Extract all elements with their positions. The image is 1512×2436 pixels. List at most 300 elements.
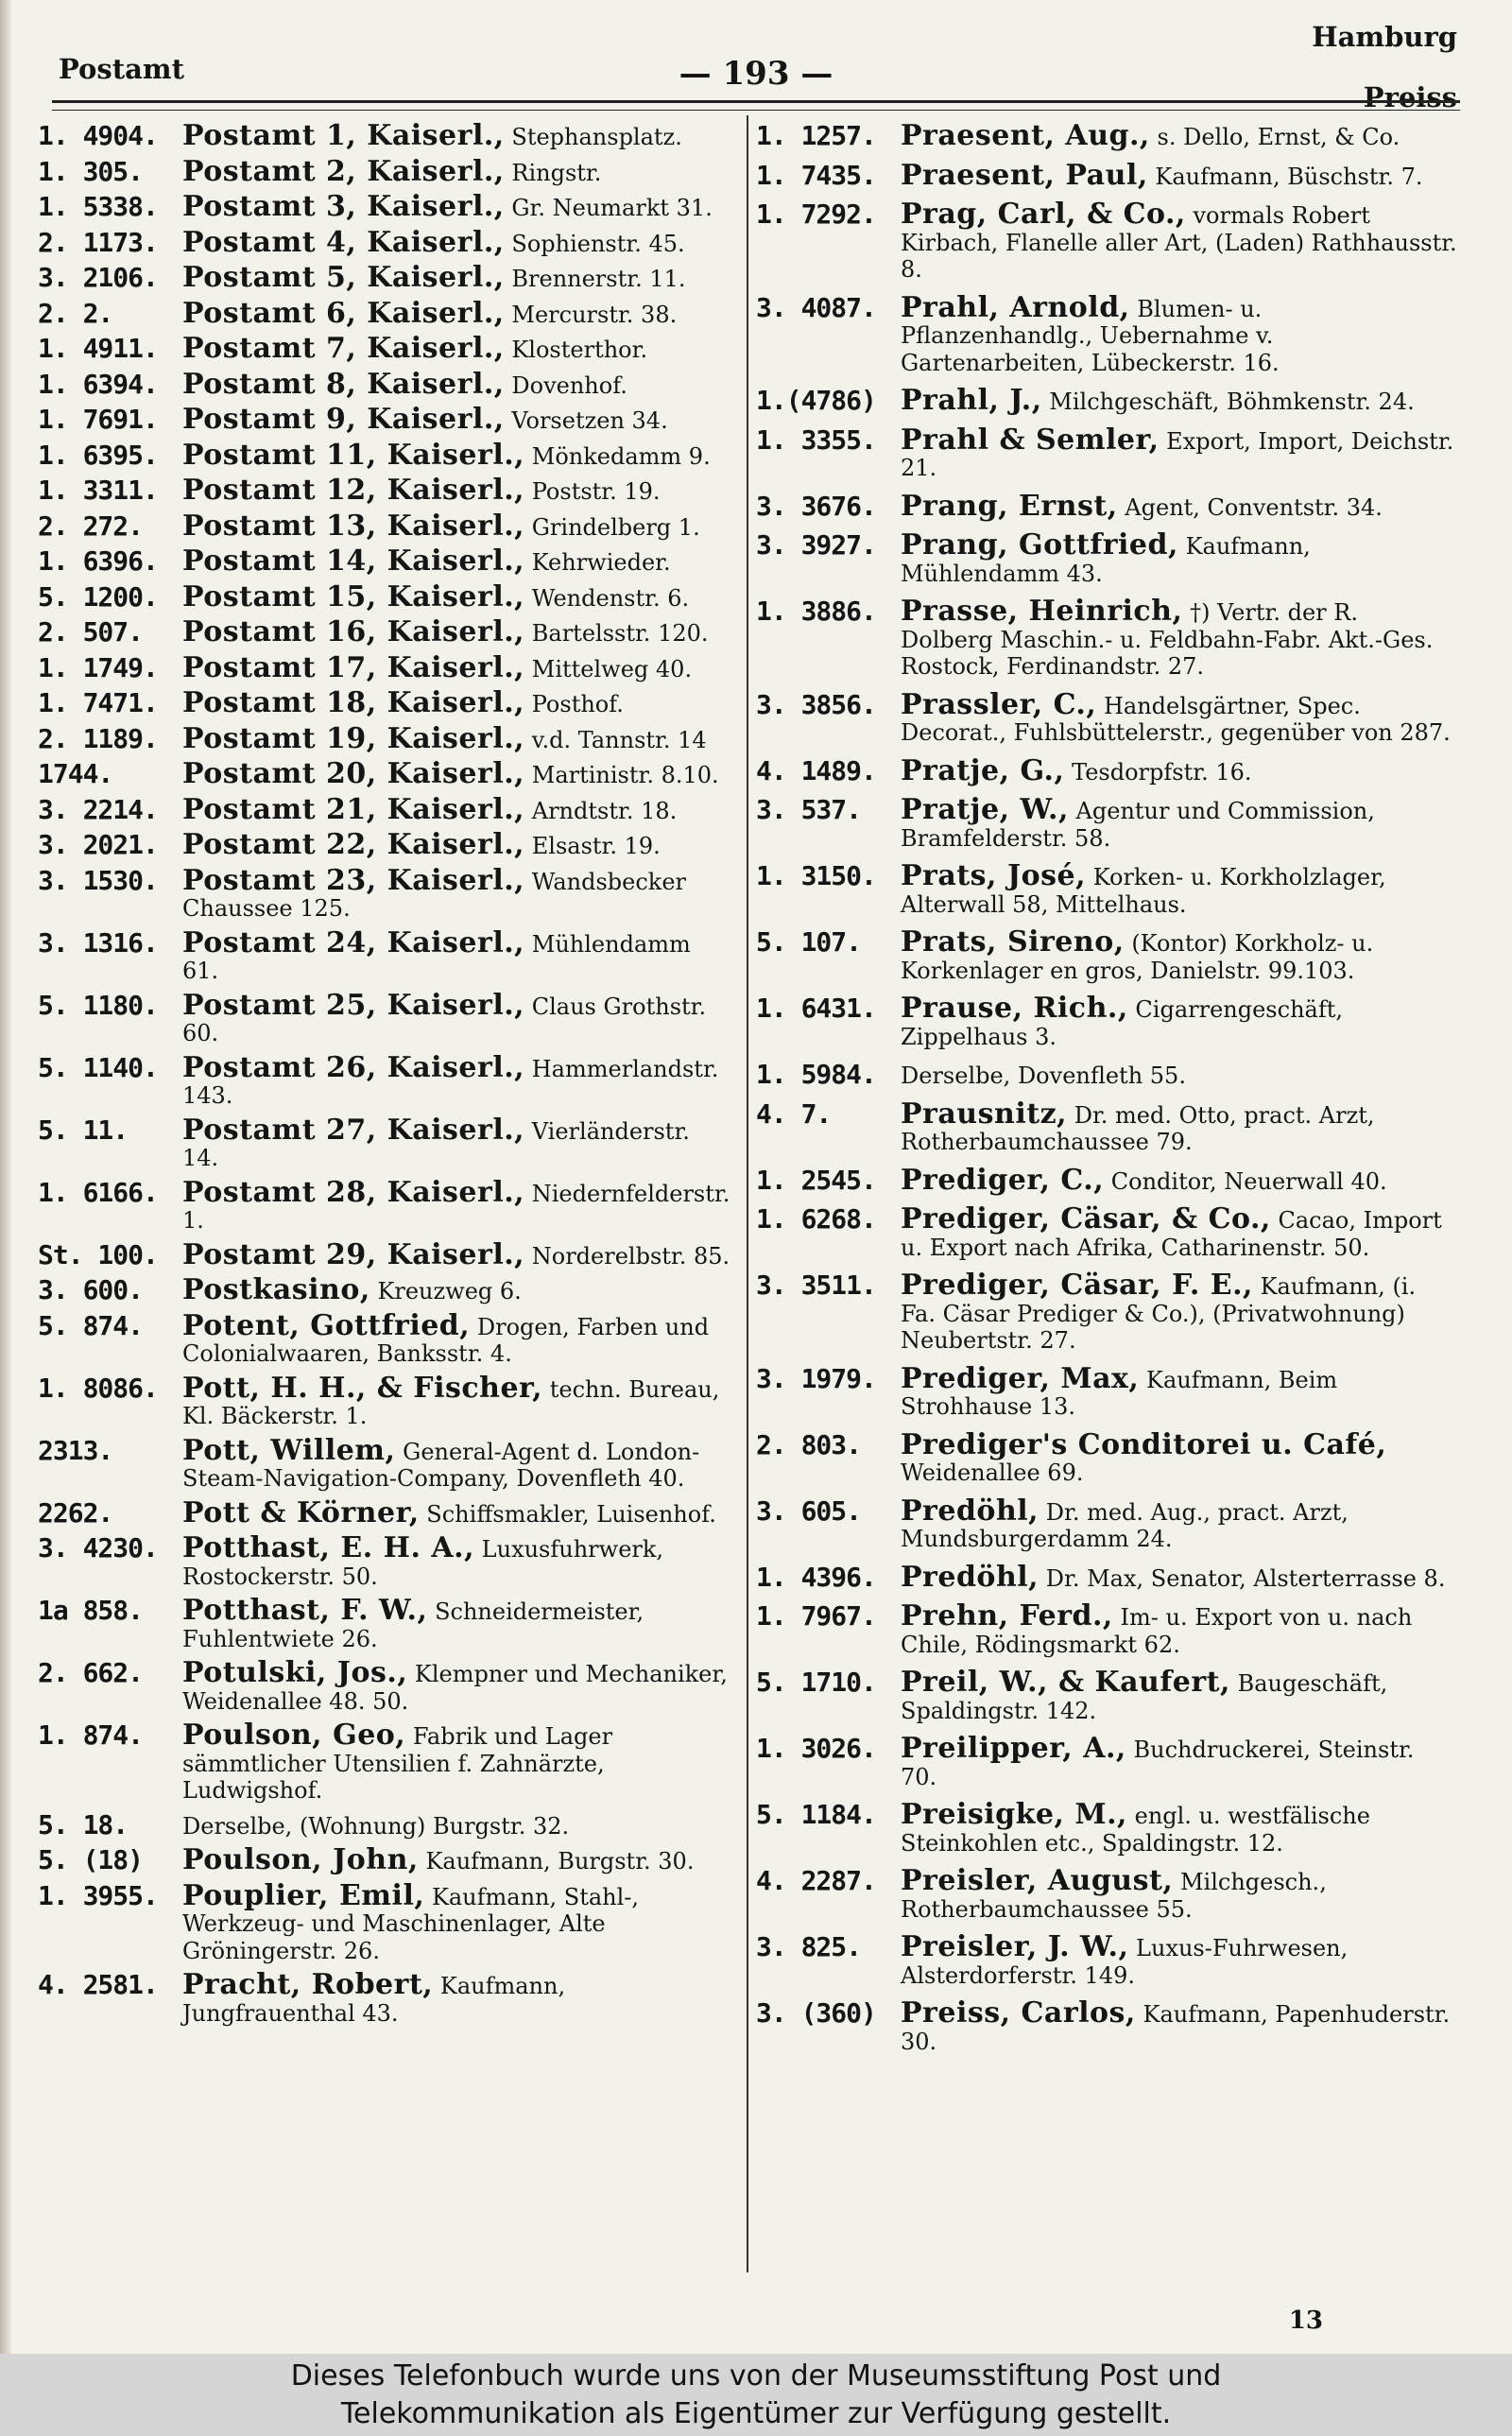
directory-entry — [756, 1059, 1457, 1090]
phone-number: 3. 3676. — [756, 490, 876, 522]
directory-entry — [756, 1996, 1457, 2055]
phone-number: 1. 1749. — [38, 651, 158, 683]
column-divider — [747, 115, 748, 2272]
directory-entry — [756, 1599, 1457, 1658]
subscriber-detail: Klosterthor. — [511, 337, 648, 363]
directory-entry — [756, 528, 1457, 587]
phone-number: 3. 537. — [756, 794, 862, 825]
subscriber-name: Potent, Gottfried, — [182, 1308, 471, 1342]
subscriber-detail: Blumen- u. Pflanzenhandlg., Uebernahme v. Gartenarbeiten, Lübeckerstr. 16. — [901, 295, 1280, 376]
directory-entry — [38, 1656, 732, 1715]
subscriber-name: Postamt 17, Kaiserl., — [182, 650, 525, 684]
subscriber-name: Pracht, Robert, — [182, 1968, 434, 2001]
phone-number: 2. 803. — [756, 1428, 862, 1460]
phone-number: 2. 507. — [38, 616, 144, 648]
directory-entry — [756, 1864, 1457, 1923]
page-edge — [0, 0, 11, 2354]
directory-entry — [38, 1273, 732, 1306]
subscriber-name: Prause, Rich., — [901, 992, 1128, 1025]
directory-entry — [756, 595, 1457, 681]
header-rule-thick — [52, 100, 1460, 103]
subscriber-name: Prats, José, — [901, 859, 1087, 892]
subscriber-detail: Martinistr. 8.10. — [531, 762, 719, 788]
subscriber-name: Prehn, Ferd., — [901, 1599, 1113, 1633]
phone-number: 1.(4786) — [756, 385, 876, 416]
directory-entry — [756, 859, 1457, 918]
subscriber-detail: techn. Bureau, Kl. Bäckerstr. 1. — [182, 1375, 720, 1429]
directory-entry — [38, 757, 732, 790]
phone-number: 1. 3150. — [756, 860, 876, 891]
directory-entry — [38, 925, 732, 985]
directory-entry — [38, 1433, 732, 1493]
subscriber-name: Preilipper, A., — [901, 1732, 1126, 1765]
phone-number: 1744. — [38, 758, 113, 789]
phone-number: 5. 1180. — [38, 989, 158, 1021]
directory-entry — [756, 1930, 1457, 1989]
phone-number: 1. 3026. — [756, 1733, 876, 1764]
subscriber-detail: Dr. Max, Senator, Alsterterrasse 8. — [1045, 1564, 1446, 1592]
subscriber-detail: Poststr. 19. — [531, 478, 661, 505]
phone-number: 1. 7435. — [756, 159, 876, 191]
phone-number: 1. 4904. — [38, 120, 158, 151]
subscriber-detail: Derselbe, Dovenfleth 55. — [901, 1063, 1186, 1089]
subscriber-detail: Kaufmann, Jungfrauenthal 43. — [182, 1973, 566, 2027]
directory-entry — [756, 384, 1457, 417]
subscriber-detail: Luxus-Fuhrwesen, Alsterdorferstr. 149. — [901, 1935, 1349, 1989]
directory-entry — [38, 367, 732, 401]
signature-mark: 13 — [1288, 2306, 1323, 2335]
directory-entry — [38, 1495, 732, 1529]
subscriber-name: Prassler, C., — [901, 687, 1097, 721]
phone-number: 3. 600. — [38, 1274, 144, 1305]
subscriber-detail: Weidenallee 69. — [901, 1460, 1084, 1486]
subscriber-name: Prang, Ernst, — [901, 489, 1118, 523]
directory-entry — [38, 1308, 732, 1368]
subscriber-name: Postamt 16, Kaiserl., — [182, 615, 525, 648]
directory-entry — [38, 1968, 732, 2027]
directory-entry — [38, 863, 732, 923]
subscriber-name: Predöhl, — [901, 1494, 1040, 1528]
subscriber-name: Prasse, Heinrich, — [901, 595, 1183, 628]
subscriber-detail: Arndtstr. 18. — [531, 797, 678, 824]
phone-number: 5. 11. — [38, 1114, 129, 1146]
subscriber-detail: Im- u. Export von u. nach Chile, Rödingsmarkt 62. — [901, 1604, 1413, 1658]
directory-entry — [756, 793, 1457, 852]
subscriber-detail: Kaufmann, Beim Strohhause 13. — [901, 1366, 1338, 1420]
subscriber-detail: Norderelbstr. 85. — [531, 1242, 730, 1270]
directory-entry — [756, 992, 1457, 1050]
subscriber-name: Postamt 23, Kaiserl., — [182, 863, 525, 897]
subscriber-detail: Kaufmann, Mühlendamm 43. — [901, 533, 1311, 587]
subscriber-detail: engl. u. westfälische Steinkohlen etc., Spaldingstr. 12. — [901, 1803, 1370, 1857]
subscriber-name: Prats, Sireno, — [901, 925, 1125, 959]
directory-entry — [38, 332, 732, 365]
directory-entry — [756, 1732, 1457, 1790]
subscriber-name: Prediger, Max, — [901, 1361, 1140, 1395]
phone-number: 2. 272. — [38, 510, 144, 542]
phone-number: 1. 6396. — [38, 545, 158, 577]
phone-number: 2262. — [38, 1496, 113, 1529]
subscriber-detail: Export, Import, Deichstr. 21. — [901, 427, 1454, 481]
directory-entry — [38, 403, 732, 436]
subscriber-detail: Ringstr. — [511, 159, 602, 186]
subscriber-name: Postamt 18, Kaiserl., — [182, 686, 525, 719]
subscriber-detail: (Kontor) Korkholz- u. Korkenlager en gros, Danielstr. 99.103. — [901, 930, 1374, 984]
phone-number: 4. 2287. — [756, 1865, 876, 1896]
phone-number: 4. 1489. — [756, 754, 876, 786]
directory-entry — [38, 1878, 732, 1965]
header-city: Hamburg — [1312, 21, 1457, 53]
subscriber-detail: Vorsetzen 34. — [511, 407, 668, 434]
directory-entry — [38, 509, 732, 543]
directory-entry — [756, 1269, 1457, 1355]
subscriber-name: Pratje, G., — [901, 753, 1065, 787]
subscriber-detail: Kaufmann, Papenhuderstr. 30. — [901, 2001, 1451, 2055]
phone-number: 1. 6166. — [38, 1176, 158, 1208]
directory-entry — [756, 687, 1457, 747]
subscriber-detail: Mittelweg 40. — [531, 655, 693, 682]
phone-number: 2. 2. — [38, 297, 113, 329]
subscriber-detail: Derselbe, (Wohnung) Burgstr. 32. — [182, 1812, 570, 1840]
subscriber-detail: Cigarrengeschäft, Zippelhaus 3. — [901, 996, 1343, 1050]
footer-line-1: Dieses Telefonbuch wurde uns von der Museumsstiftung Post und — [290, 2359, 1222, 2393]
directory-entry — [38, 296, 732, 330]
subscriber-name: Prediger, C., — [901, 1163, 1105, 1197]
subscriber-detail: s. Dello, Ernst, & Co. — [1157, 124, 1400, 150]
page-number: — 193 — — [679, 55, 833, 93]
directory-entry — [756, 1361, 1457, 1421]
phone-number: 1. 7691. — [38, 404, 158, 435]
phone-number: 3. 1530. — [38, 864, 158, 896]
subscriber-name: Prediger, Cäsar, & Co., — [901, 1202, 1271, 1235]
subscriber-name: Pott & Körner, — [182, 1495, 420, 1529]
directory-entry — [756, 1798, 1457, 1857]
subscriber-name: Poulson, Geo, — [182, 1719, 406, 1752]
subscriber-name: Postamt 14, Kaiserl., — [182, 544, 525, 578]
phone-number: 5. 1200. — [38, 580, 158, 613]
subscriber-detail: Brennerstr. 11. — [511, 266, 686, 292]
header-section-right: Preiss — [1363, 81, 1457, 113]
phone-number: 3. 3511. — [756, 1270, 876, 1301]
subscriber-name: Postamt 28, Kaiserl., — [182, 1175, 525, 1209]
phone-number: 1. 4911. — [38, 333, 158, 364]
directory-entry — [756, 925, 1457, 984]
phone-number: 1. 7471. — [38, 687, 158, 718]
subscriber-name: Postkasino, — [182, 1273, 370, 1306]
phone-number: 1a 858. — [38, 1595, 144, 1626]
subscriber-name: Postamt 26, Kaiserl., — [182, 1050, 525, 1084]
subscriber-detail: Agent, Conventstr. 34. — [1125, 493, 1383, 521]
phone-number: 1. 3886. — [756, 596, 876, 627]
header-section-left: Postamt — [59, 53, 184, 85]
phone-number: 1. 6268. — [756, 1203, 876, 1235]
subscriber-detail: General-Agent d. London-Steam-Navigation-Company, Dovenfleth 40. — [182, 1438, 700, 1492]
directory-entry — [38, 615, 732, 648]
subscriber-detail: Agentur und Commission, Bramfelderstr. 58. — [901, 798, 1375, 852]
phone-number: 2313. — [38, 1434, 113, 1466]
directory-entry — [756, 198, 1457, 284]
directory-entry — [38, 544, 732, 578]
directory-entry — [38, 686, 732, 719]
subscriber-name: Preisler, August, — [901, 1864, 1174, 1897]
right-column — [756, 119, 1457, 2066]
directory-entry — [38, 828, 732, 861]
directory-entry — [38, 1594, 732, 1652]
subscriber-detail: Claus Grothstr. 60. — [182, 993, 707, 1046]
directory-entry — [38, 1175, 732, 1235]
directory-entry — [756, 158, 1457, 192]
phone-number: 4. 7. — [756, 1097, 832, 1130]
directory-entry — [756, 753, 1457, 787]
subscriber-detail: †) Vertr. der R. Dolberg Maschin.- u. Feldbahn-Fabr. Akt.-Ges. Rostock, Ferdinandstr. 27. — [901, 599, 1434, 680]
phone-number: 3. 3856. — [756, 688, 876, 720]
subscriber-name: Preiss, Carlos, — [901, 1996, 1136, 2030]
phone-number: 3. 1979. — [756, 1362, 876, 1394]
phone-number: 5. 1184. — [756, 1799, 876, 1830]
phone-number: 1. 874. — [38, 1719, 144, 1751]
subscriber-detail: Tesdorpfstr. 16. — [1072, 758, 1252, 786]
phone-number: 1. 2545. — [756, 1164, 876, 1196]
subscriber-name: Pouplier, Emil, — [182, 1878, 425, 1912]
subscriber-detail: Korken- u. Korkholzlager, Alterwall 58, Mittelhaus. — [901, 864, 1386, 918]
subscriber-detail: Kaufmann, Büschstr. 7. — [1155, 163, 1423, 190]
phone-number: 5. 874. — [38, 1309, 144, 1341]
left-column — [38, 119, 732, 2034]
subscriber-detail: Buchdruckerei, Steinstr. 70. — [901, 1736, 1415, 1790]
directory-entry — [756, 1202, 1457, 1261]
phone-number: 1. 7967. — [756, 1600, 876, 1632]
subscriber-detail: Niedernfelderstr. 1. — [182, 1180, 730, 1234]
subscriber-name: Preisler, J. W., — [901, 1930, 1129, 1963]
directory-entry — [38, 1237, 732, 1271]
subscriber-name: Predöhl, — [901, 1560, 1040, 1594]
directory-entry — [38, 792, 732, 826]
phone-number: 3. 2106. — [38, 262, 158, 293]
directory-entry — [756, 423, 1457, 482]
subscriber-detail: Dovenhof. — [511, 371, 627, 399]
subscriber-detail: Kaufmann, Burgstr. 30. — [425, 1848, 695, 1875]
subscriber-name: Prag, Carl, & Co., — [901, 198, 1186, 231]
phone-number: 5. 1140. — [38, 1051, 158, 1083]
subscriber-detail: Kehrwieder. — [531, 549, 671, 576]
subscriber-detail: Kaufmann, Stahl-, Werkzeug- und Maschinenlager, Alte Gröningerstr. 26. — [182, 1883, 640, 1964]
subscriber-name: Postamt 6, Kaiserl., — [182, 296, 505, 330]
phone-number: 3. 4230. — [38, 1532, 158, 1564]
subscriber-name: Pott, H. H., & Fischer, — [182, 1371, 543, 1405]
subscriber-name: Potthast, E. H. A., — [182, 1531, 475, 1564]
subscriber-name: Postamt 4, Kaiserl., — [182, 225, 505, 259]
subscriber-name: Prausnitz, — [901, 1097, 1068, 1131]
directory-entry — [756, 489, 1457, 523]
phone-number: 1. 3355. — [756, 423, 876, 456]
phone-number: 3. (360) — [756, 1997, 876, 2029]
phone-number: 3. 605. — [756, 1494, 862, 1527]
subscriber-name: Prahl, Arnold, — [901, 290, 1130, 324]
directory-entry — [38, 190, 732, 223]
subscriber-detail: Grindelberg 1. — [531, 513, 700, 541]
subscriber-detail: Schneidermeister, Fuhlentwiete 26. — [182, 1598, 644, 1652]
subscriber-name: Pratje, W., — [901, 793, 1069, 826]
phone-number: 1. 6431. — [756, 993, 876, 1024]
subscriber-name: Potulski, Jos., — [182, 1656, 408, 1689]
directory-entry — [38, 988, 732, 1047]
subscriber-name: Preil, W., & Kaufert, — [901, 1666, 1230, 1699]
directory-entry — [756, 1097, 1457, 1156]
subscriber-detail: Luxusfuhrwerk, Rostockerstr. 50. — [182, 1536, 664, 1590]
phone-number: 5. (18) — [38, 1844, 144, 1875]
phone-number: 3. 3927. — [756, 529, 876, 561]
phone-number: 1. 7292. — [756, 199, 876, 230]
subscriber-name: Pott, Willem, — [182, 1433, 396, 1467]
phone-number: 3. 1316. — [38, 926, 158, 959]
directory-entry — [38, 1113, 732, 1172]
phone-number: 1. 5338. — [38, 191, 158, 222]
subscriber-detail: Milchgeschäft, Böhmkenstr. 24. — [1049, 389, 1415, 415]
phone-number: 1. 3311. — [38, 475, 158, 506]
subscriber-detail: v.d. Tannstr. 14 — [531, 726, 707, 753]
directory-entry — [38, 154, 732, 188]
subscriber-name: Prediger's Conditorei u. Café, — [901, 1427, 1387, 1461]
subscriber-detail: Conditor, Neuerwall 40. — [1110, 1167, 1387, 1195]
subscriber-detail: Elsastr. 19. — [531, 833, 661, 859]
phone-number: 1. 6394. — [38, 368, 158, 400]
phone-number: 1. 5984. — [756, 1059, 876, 1090]
subscriber-detail: Cacao, Import u. Export nach Afrika, Catharinenstr. 50. — [901, 1207, 1442, 1261]
directory-entry — [38, 438, 732, 472]
subscriber-name: Postamt 20, Kaiserl., — [182, 757, 525, 790]
directory-entry — [38, 721, 732, 755]
subscriber-name: Postamt 5, Kaiserl., — [182, 261, 505, 294]
directory-entry — [38, 1531, 732, 1590]
directory-entry — [38, 650, 732, 684]
subscriber-detail: Milchgesch., Rotherbaumchaussee 55. — [901, 1869, 1327, 1923]
phone-number: 2. 662. — [38, 1657, 144, 1688]
phone-number: 3. 2214. — [38, 793, 158, 825]
subscriber-detail: Wandsbecker Chaussee 125. — [182, 868, 687, 922]
subscriber-detail: Schiffsmakler, Luisenhof. — [426, 1500, 716, 1528]
directory-entry — [38, 1719, 732, 1805]
phone-number: 1. 4396. — [756, 1561, 876, 1593]
directory-entry — [756, 1666, 1457, 1724]
subscriber-detail: Dr. med. Otto, pract. Arzt, Rotherbaumchaussee 79. — [901, 1101, 1375, 1155]
directory-entry — [756, 1427, 1457, 1487]
subscriber-name: Postamt 9, Kaiserl., — [182, 403, 505, 436]
phone-number: 1. 8086. — [38, 1372, 158, 1404]
directory-entry — [38, 225, 732, 259]
directory-entry — [38, 579, 732, 613]
subscriber-detail: Fabrik und Lager sämmtlicher Utensilien f. Zahnärzte, Ludwigshof. — [182, 1723, 613, 1804]
header-rule-thin — [52, 110, 1460, 111]
phone-number: 3. 825. — [756, 1931, 862, 1962]
subscriber-detail: Gr. Neumarkt 31. — [511, 195, 713, 221]
subscriber-detail: Dr. med. Aug., pract. Arzt, Mundsburgerdamm 24. — [901, 1498, 1349, 1552]
subscriber-name: Potthast, F. W., — [182, 1594, 428, 1627]
subscriber-name: Postamt 21, Kaiserl., — [182, 792, 525, 826]
directory-entry — [38, 1843, 732, 1876]
subscriber-name: Postamt 2, Kaiserl., — [182, 154, 505, 188]
directory-entry — [756, 1560, 1457, 1594]
phone-number: 5. 18. — [38, 1808, 129, 1840]
phone-number: 5. 107. — [756, 926, 862, 958]
phone-number: 1. 3955. — [38, 1879, 158, 1911]
subscriber-name: Poulson, John, — [182, 1843, 419, 1876]
phone-number: 1. 305. — [38, 155, 144, 187]
phone-number: St. 100. — [38, 1238, 158, 1270]
directory-entry — [756, 290, 1457, 377]
phone-number: 1. 1257. — [756, 120, 876, 151]
subscriber-detail: Sophienstr. 45. — [511, 230, 685, 257]
subscriber-detail: Handelsgärtner, Spec. Decorat., Fuhlsbüttelerstr., gegenüber von 287. — [901, 692, 1451, 746]
subscriber-detail: Mühlendamm 61. — [182, 930, 691, 984]
subscriber-name: Postamt 29, Kaiserl., — [182, 1237, 525, 1271]
subscriber-detail: Bartelsstr. 120. — [531, 620, 709, 647]
subscriber-name: Preisigke, M., — [901, 1798, 1127, 1831]
directory-entry — [38, 1371, 732, 1430]
directory-entry — [756, 1494, 1457, 1553]
phone-number: 2. 1189. — [38, 722, 158, 754]
subscriber-detail: Wendenstr. 6. — [531, 584, 690, 612]
subscriber-detail: Drogen, Farben und Colonialwaaren, Banksstr. 4. — [182, 1313, 710, 1367]
subscriber-detail: Kaufmann, (i. Fa. Cäsar Prediger & Co.), (Privatwohnung) Neubertstr. 27. — [901, 1273, 1417, 1354]
footer-line-2: Telekommunikation als Eigentümer zur Verfügung gestellt. — [340, 2397, 1172, 2430]
subscriber-name: Postamt 7, Kaiserl., — [182, 332, 505, 365]
subscriber-name: Postamt 1, Kaiserl., — [182, 119, 505, 152]
subscriber-name: Prahl, J., — [901, 384, 1042, 417]
subscriber-detail: vormals Robert Kirbach, Flanelle aller Art, (Laden) Rathhausstr. 8. — [901, 202, 1457, 283]
directory-entry — [756, 1163, 1457, 1197]
subscriber-name: Postamt 11, Kaiserl., — [182, 438, 525, 472]
directory-entry — [38, 1050, 732, 1110]
subscriber-name: Praesent, Aug., — [901, 119, 1150, 152]
directory-entry — [38, 1808, 732, 1840]
phone-number: 2. 1173. — [38, 226, 158, 258]
phone-number: 3. 2021. — [38, 829, 158, 860]
phone-number: 1. 6395. — [38, 439, 158, 471]
subscriber-name: Postamt 8, Kaiserl., — [182, 367, 505, 401]
subscriber-name: Postamt 25, Kaiserl., — [182, 988, 525, 1022]
subscriber-detail: Mercurstr. 38. — [511, 301, 678, 328]
subscriber-name: Postamt 22, Kaiserl., — [182, 828, 525, 861]
subscriber-name: Prahl & Semler, — [901, 423, 1160, 457]
subscriber-name: Prang, Gottfried, — [901, 528, 1178, 561]
subscriber-name: Prediger, Cäsar, F. E., — [901, 1269, 1253, 1302]
subscriber-detail: Mönkedamm 9. — [531, 442, 711, 470]
subscriber-detail: Vierländerstr. 14. — [182, 1117, 690, 1171]
phone-number: 3. 4087. — [756, 291, 876, 323]
subscriber-name: Postamt 13, Kaiserl., — [182, 509, 525, 543]
subscriber-detail: Baugeschäft, Spaldingstr. 142. — [901, 1670, 1388, 1724]
subscriber-detail: Hammerlandstr. 143. — [182, 1055, 719, 1109]
subscriber-detail: Posthof. — [531, 691, 624, 717]
directory-entry — [38, 474, 732, 507]
subscriber-name: Postamt 24, Kaiserl., — [182, 925, 525, 959]
subscriber-name: Praesent, Paul, — [901, 158, 1148, 192]
directory-entry — [756, 119, 1457, 152]
subscriber-name: Postamt 15, Kaiserl., — [182, 579, 525, 613]
subscriber-name: Postamt 27, Kaiserl., — [182, 1113, 525, 1147]
phone-number: 5. 1710. — [756, 1667, 876, 1698]
subscriber-name: Postamt 12, Kaiserl., — [182, 474, 525, 507]
subscriber-detail: Kreuzweg 6. — [377, 1278, 522, 1304]
directory-entry — [38, 119, 732, 152]
directory-entry — [38, 261, 732, 294]
footer-notice — [0, 2354, 1512, 2436]
phone-number: 4. 2581. — [38, 1969, 158, 2000]
subscriber-name: Postamt 3, Kaiserl., — [182, 190, 505, 223]
subscriber-name: Postamt 19, Kaiserl., — [182, 721, 525, 755]
subscriber-detail: Klempner und Mechaniker, Weidenallee 48. 50. — [182, 1661, 728, 1715]
subscriber-detail: Stephansplatz. — [511, 124, 682, 150]
